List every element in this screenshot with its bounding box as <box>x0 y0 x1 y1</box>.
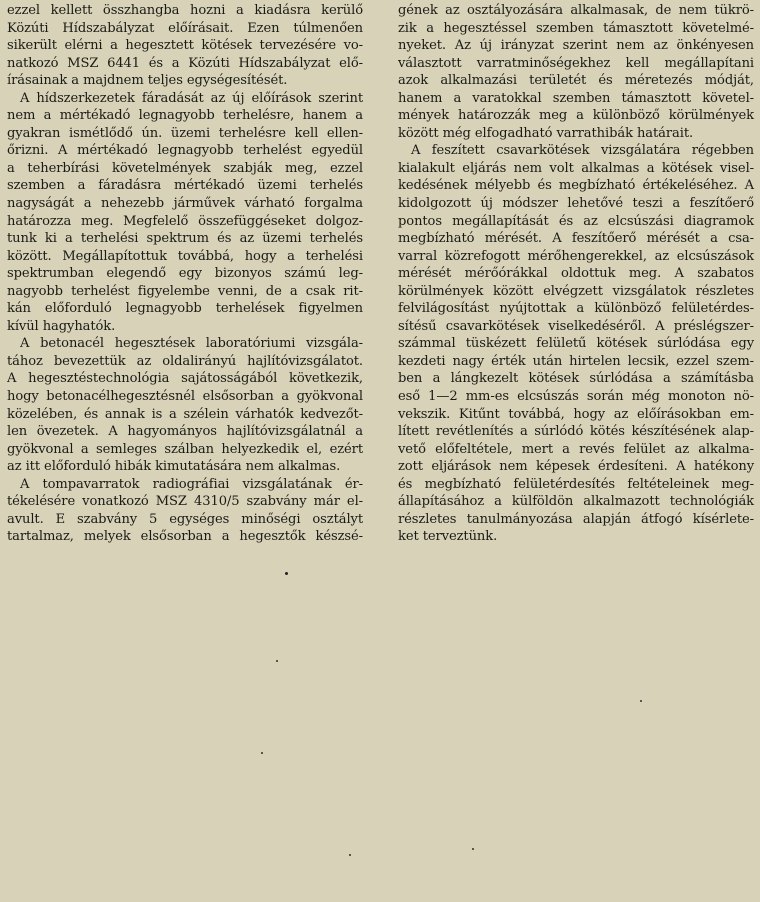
paragraph <box>7 476 363 546</box>
text-line: a teherbírási követelmények szabják meg, ezzel <box>7 160 363 176</box>
text-line: határozza meg. Megfelelő összefüggéseket dolgoz- <box>7 213 363 229</box>
ink-speck <box>285 572 288 575</box>
ink-speck <box>472 848 474 850</box>
text-line: állapításához a külföldön alkalmazott technológiák <box>398 494 754 510</box>
left-text-column <box>7 2 363 546</box>
text-line: zik a hegesztéssel szemben támasztott követelmé- <box>398 20 754 36</box>
text-line: nagyságát a nehezebb járművek várható forgalma <box>7 196 363 212</box>
text-line: választott varratminőségekhez kell megállapítani <box>398 55 754 71</box>
text-line: az itt előforduló hibák kimutatására nem alkalmas. <box>7 459 341 475</box>
paragraph <box>7 335 363 475</box>
text-line: közelében, és annak is a szélein várhatók kedvezőt- <box>7 406 363 422</box>
text-line: azok alkalmazási területét és méretezés módját, <box>398 73 754 89</box>
text-line: natkozó MSZ 6441 és a Közúti Hídszabályzat elő- <box>7 55 363 71</box>
text-line: körülmények között elvégzett vizsgálatok részletes <box>398 283 754 299</box>
text-line: spektrumban elegendő egy bizonyos számú leg- <box>7 266 363 282</box>
paragraph <box>398 142 754 546</box>
ink-speck <box>276 660 278 662</box>
text-line: ket terveztünk. <box>398 529 498 545</box>
text-line: len övezetek. A hagyományos hajlítóvizsgálatnál a <box>7 424 363 440</box>
text-line: kán előforduló legnagyobb terhelések figyelmen <box>7 301 363 317</box>
ink-speck <box>349 854 351 856</box>
text-line: gének az osztályozására alkalmasak, de nem tükrö- <box>398 3 754 18</box>
paragraph <box>398 2 754 142</box>
ink-speck <box>261 752 263 754</box>
text-line: kidolgozott új módszer lehetővé teszi a feszítőerő <box>398 196 754 212</box>
text-line: között még elfogadható varrathibák határait. <box>398 125 694 141</box>
text-line: lített revétlenítés a súrlódó kötés készítésének alap- <box>398 424 754 440</box>
text-line: varral közrefogott mérőhengerekkel, az elcsúszások <box>398 248 754 264</box>
text-line: kezdeti nagy érték után hirtelen lecsik, ezzel szem- <box>398 353 754 369</box>
text-line: szemben a fáradásra mértékadó üzemi terhelés <box>7 178 363 194</box>
text-line: kívül hagyhatók. <box>7 318 116 334</box>
text-line: sikerült elérni a hegesztett kötések tervezésére vo- <box>7 38 363 54</box>
text-line: ezzel kellett összhangba hozni a kiadásra kerülő <box>7 3 363 18</box>
text-line: hogy betonacélhegesztésnél elsősorban a gyökvonal <box>7 389 363 405</box>
text-line: vető előfeltétele, mert a revés felület az alkalma- <box>398 441 754 457</box>
text-line: tához bevezettük az oldalirányú hajlítóvizsgálatot. <box>7 353 363 369</box>
text-line: A feszített csavarkötések vizsgálatára régebben <box>411 143 754 159</box>
text-line: felvilágosítást nyújtottak a különböző felületérdes- <box>398 301 754 317</box>
text-line: nyeket. Az új irányzat szerint nem az önkényesen <box>398 38 754 54</box>
text-line: írásainak a majdnem teljes egységesítését. <box>7 73 288 89</box>
paragraph <box>7 2 363 90</box>
text-line: részletes tanulmányozása alapján átfogó kísérlete- <box>398 511 754 527</box>
text-line: kialakult eljárás nem volt alkalmas a kötések visel- <box>398 160 754 176</box>
text-line: számmal tüskézett felületű kötések súrlódása egy <box>398 336 754 352</box>
text-line: mérését mérőórákkal oldottuk meg. A szabatos <box>398 266 754 282</box>
text-line: hanem a varatokkal szemben támasztott követel- <box>398 90 754 106</box>
ink-speck <box>640 700 642 702</box>
text-line: eső 1—2 mm-es elcsúszás során még monoton nö- <box>398 389 754 405</box>
text-line: tékelésére vonatkozó MSZ 4310/5 szabvány már el- <box>7 494 363 510</box>
text-line: pontos megállapítását és az elcsúszási diagramok <box>398 213 754 229</box>
text-line: tartalmaz, melyek elsősorban a hegesztők készsé- <box>7 529 363 545</box>
text-line: nem a mértékadó legnagyobb terhelésre, hanem a <box>7 108 363 124</box>
right-text-column <box>398 2 754 546</box>
text-line: tunk ki a terhelési spektrum és az üzemi terhelés <box>7 231 363 247</box>
text-line: A hídszerkezetek fáradását az új előírások szerint <box>20 90 363 106</box>
text-line: A tompavarratok radiográfiai vizsgálatának ér- <box>20 476 363 492</box>
text-line: ben a lángkezelt kötések súrlódása a számításba <box>398 371 754 387</box>
text-line: és megbízható felületérdesítés feltételeinek meg- <box>398 476 754 492</box>
text-line: nagyobb terhelést figyelembe venni, de a csak rit- <box>7 283 363 299</box>
text-line: között. Megállapítottuk továbbá, hogy a terhelési <box>7 248 363 264</box>
text-line: gyökvonal a semleges szálban helyezkedik el, ezért <box>7 441 363 457</box>
text-line: gyakran ismétlődő ún. üzemi terhelésre kell ellen- <box>7 125 363 141</box>
text-line: Közúti Hídszabályzat előírásait. Ezen túlmenően <box>7 20 363 36</box>
text-line: mények határozzák meg a különböző körülmények <box>398 108 754 124</box>
text-line: zott eljárások nem képesek érdesíteni. A hatékony <box>398 459 754 475</box>
text-line: sítésű csavarkötések viselkedéséről. A préslégszer- <box>398 318 754 334</box>
text-line: avult. E szabvány 5 egységes minőségi osztályt <box>7 511 363 527</box>
text-line: A hegesztéstechnológia sajátosságából következik, <box>7 371 363 387</box>
text-line: őrizni. A mértékadó legnagyobb terhelést egyedül <box>7 143 363 159</box>
text-line: megbízható mérését. A feszítőerő mérését a csa- <box>398 231 754 247</box>
paragraph <box>7 90 363 336</box>
text-line: vekszik. Kitűnt továbbá, hogy az előírásokban em- <box>398 406 754 422</box>
text-line: A betonacél hegesztések laboratóriumi vizsgála- <box>20 336 363 352</box>
text-line: kedésének mélyebb és megbízható értékeléséhez. A <box>398 178 754 194</box>
